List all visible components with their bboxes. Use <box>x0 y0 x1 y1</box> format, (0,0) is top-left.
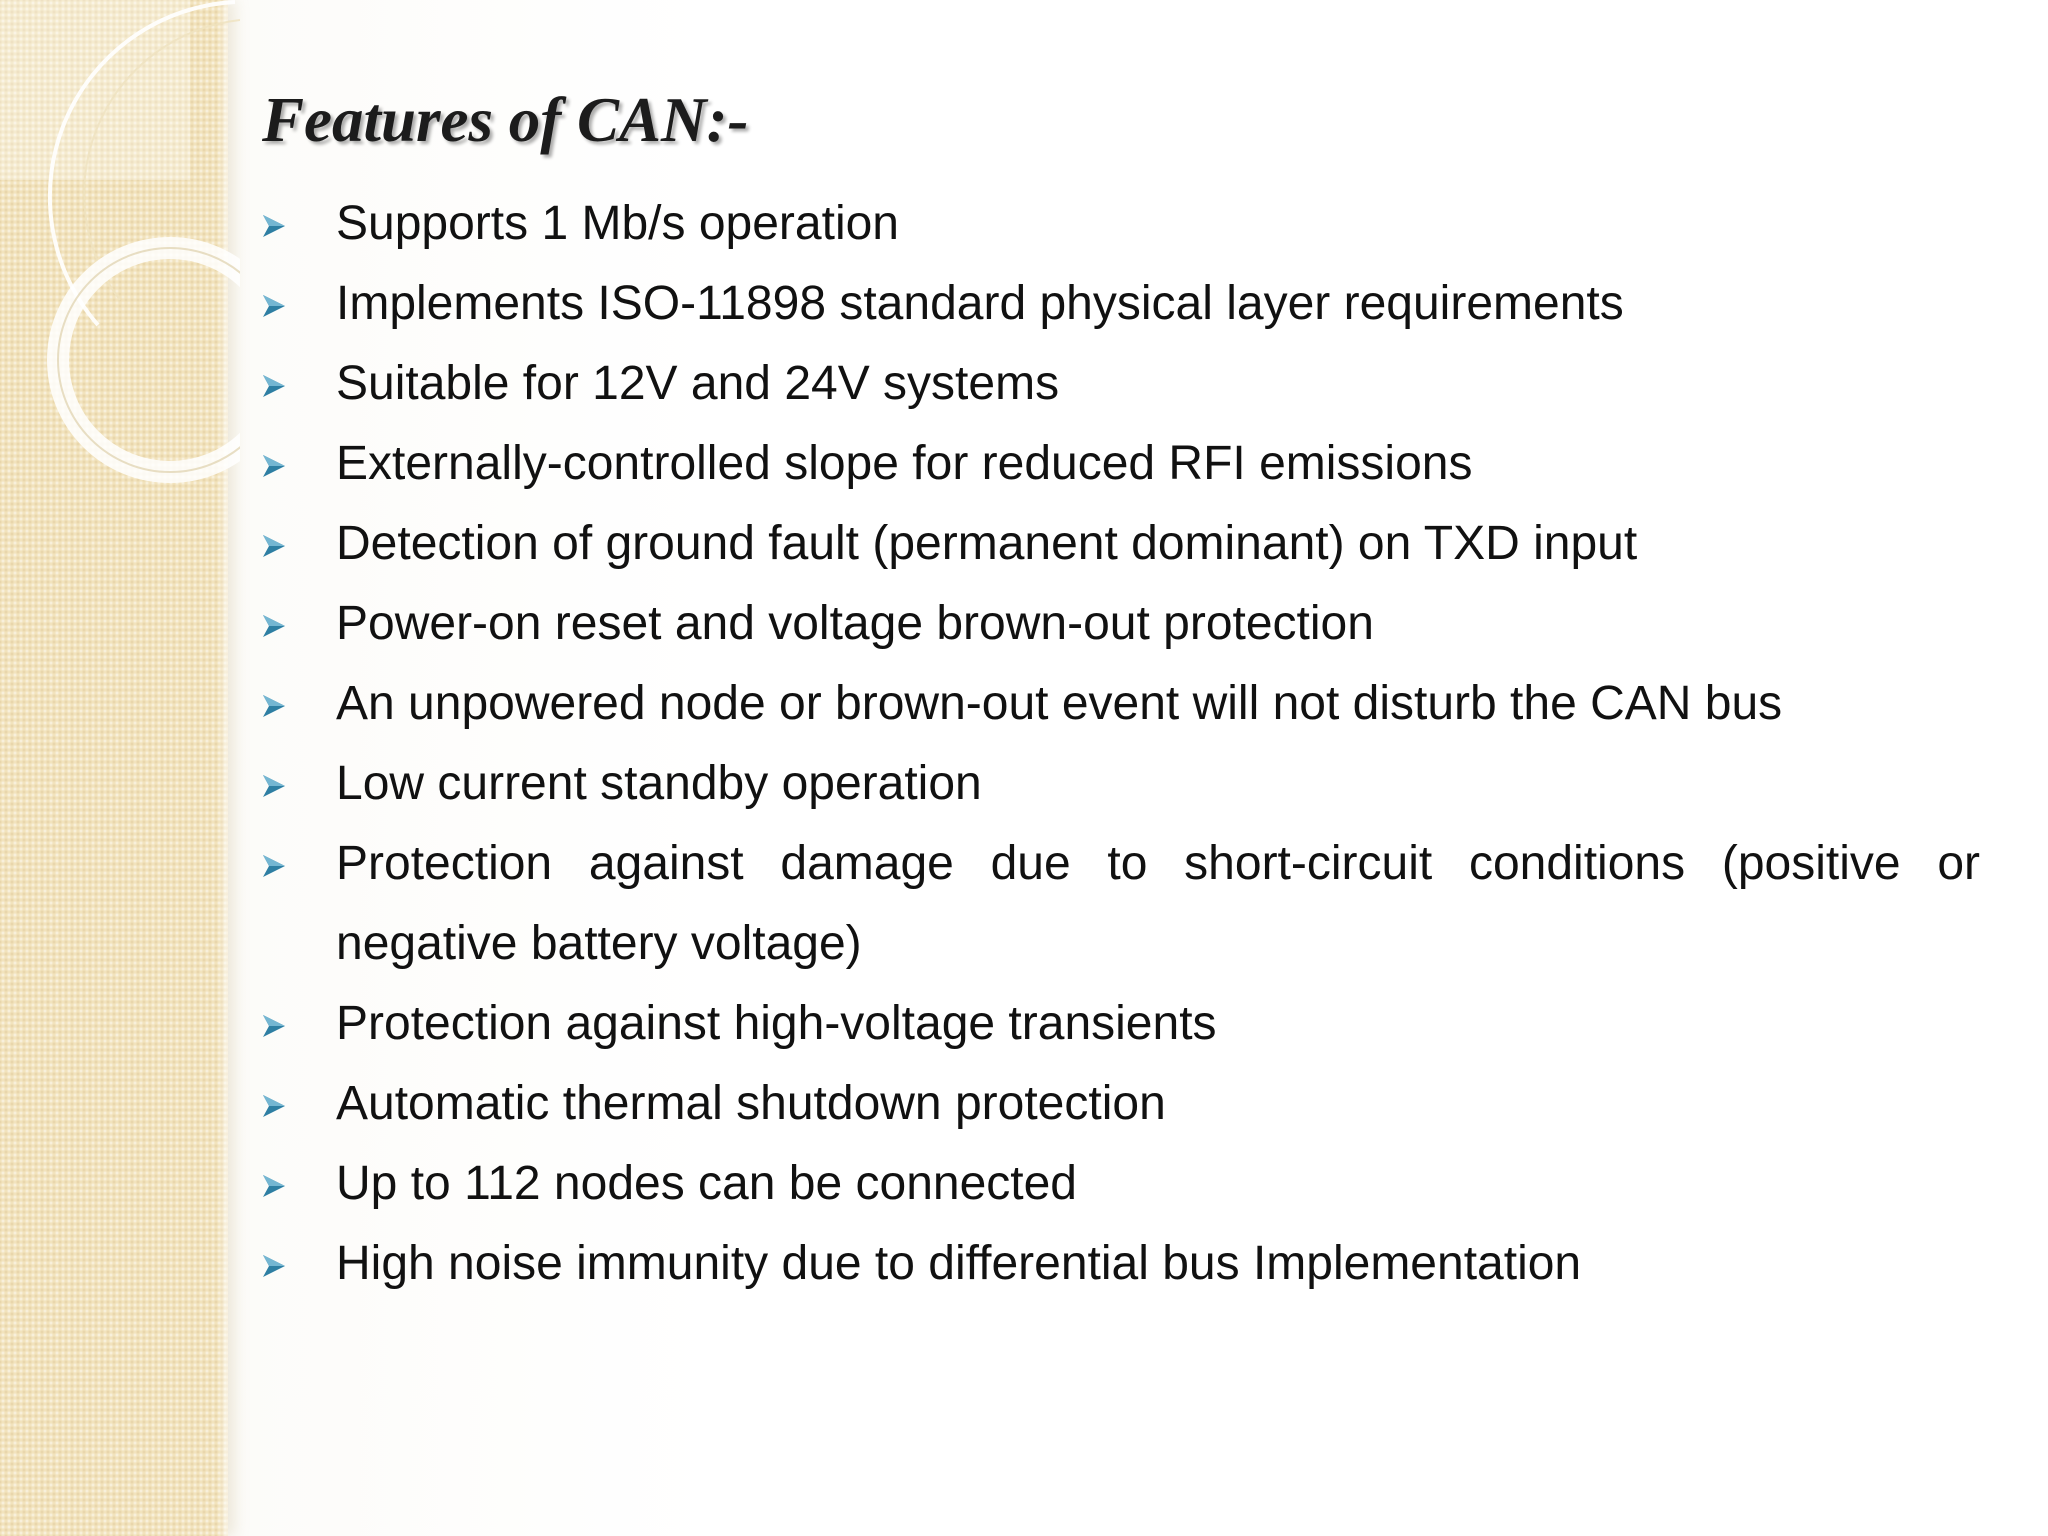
list-item <box>258 824 1980 984</box>
arrow-bullet-icon <box>262 1014 286 1038</box>
list-item <box>258 344 1980 424</box>
list-item <box>258 424 1980 504</box>
list-item-text: Detection of ground fault (permanent dominant) on TXD input <box>336 517 1638 570</box>
arrow-bullet-icon <box>262 454 286 478</box>
list-item-text: Low current standby operation <box>336 757 982 810</box>
list-item <box>258 184 1980 264</box>
arrow-bullet-icon <box>262 1174 286 1198</box>
list-item-text: High noise immunity due to differential bus Implementation <box>336 1237 1582 1290</box>
list-item <box>258 1064 1980 1144</box>
list-item-text: Protection against high-voltage transients <box>336 997 1217 1050</box>
arrow-bullet-icon <box>262 374 286 398</box>
list-item-text: Implements ISO-11898 standard physical layer requirements <box>336 277 1624 330</box>
arrow-bullet-icon <box>262 614 286 638</box>
arrow-bullet-icon <box>262 694 286 718</box>
arrow-bullet-icon <box>262 214 286 238</box>
arrow-bullet-icon <box>262 774 286 798</box>
list-item <box>258 664 1980 744</box>
list-item-text: Externally-controlled slope for reduced RFI emissions <box>336 437 1473 490</box>
list-item <box>258 744 1980 824</box>
list-item <box>258 984 1980 1064</box>
decorative-rings-icon <box>0 0 240 520</box>
list-item <box>258 504 1980 584</box>
list-item <box>258 1224 1980 1304</box>
list-item-text: Protection against damage due to short-circuit conditions (positive or negative battery voltage) <box>336 837 1980 970</box>
list-item <box>258 584 1980 664</box>
arrow-bullet-icon <box>262 854 286 878</box>
list-item-text: Automatic thermal shutdown protection <box>336 1077 1166 1130</box>
arrow-bullet-icon <box>262 1094 286 1118</box>
list-item <box>258 1144 1980 1224</box>
list-item-text: Supports 1 Mb/s operation <box>336 197 899 250</box>
list-item <box>258 264 1980 344</box>
list-item-text: Up to 112 nodes can be connected <box>336 1157 1077 1210</box>
feature-list <box>258 184 1980 1304</box>
arrow-bullet-icon <box>262 1254 286 1278</box>
list-item-text: Power-on reset and voltage brown-out protection <box>336 597 1374 650</box>
arrow-bullet-icon <box>262 534 286 558</box>
slide-title: Features of CAN:- <box>262 85 749 155</box>
list-item-text: An unpowered node or brown-out event will not disturb the CAN bus <box>336 677 1783 730</box>
arrow-bullet-icon <box>262 294 286 318</box>
list-item-text: Suitable for 12V and 24V systems <box>336 357 1060 410</box>
